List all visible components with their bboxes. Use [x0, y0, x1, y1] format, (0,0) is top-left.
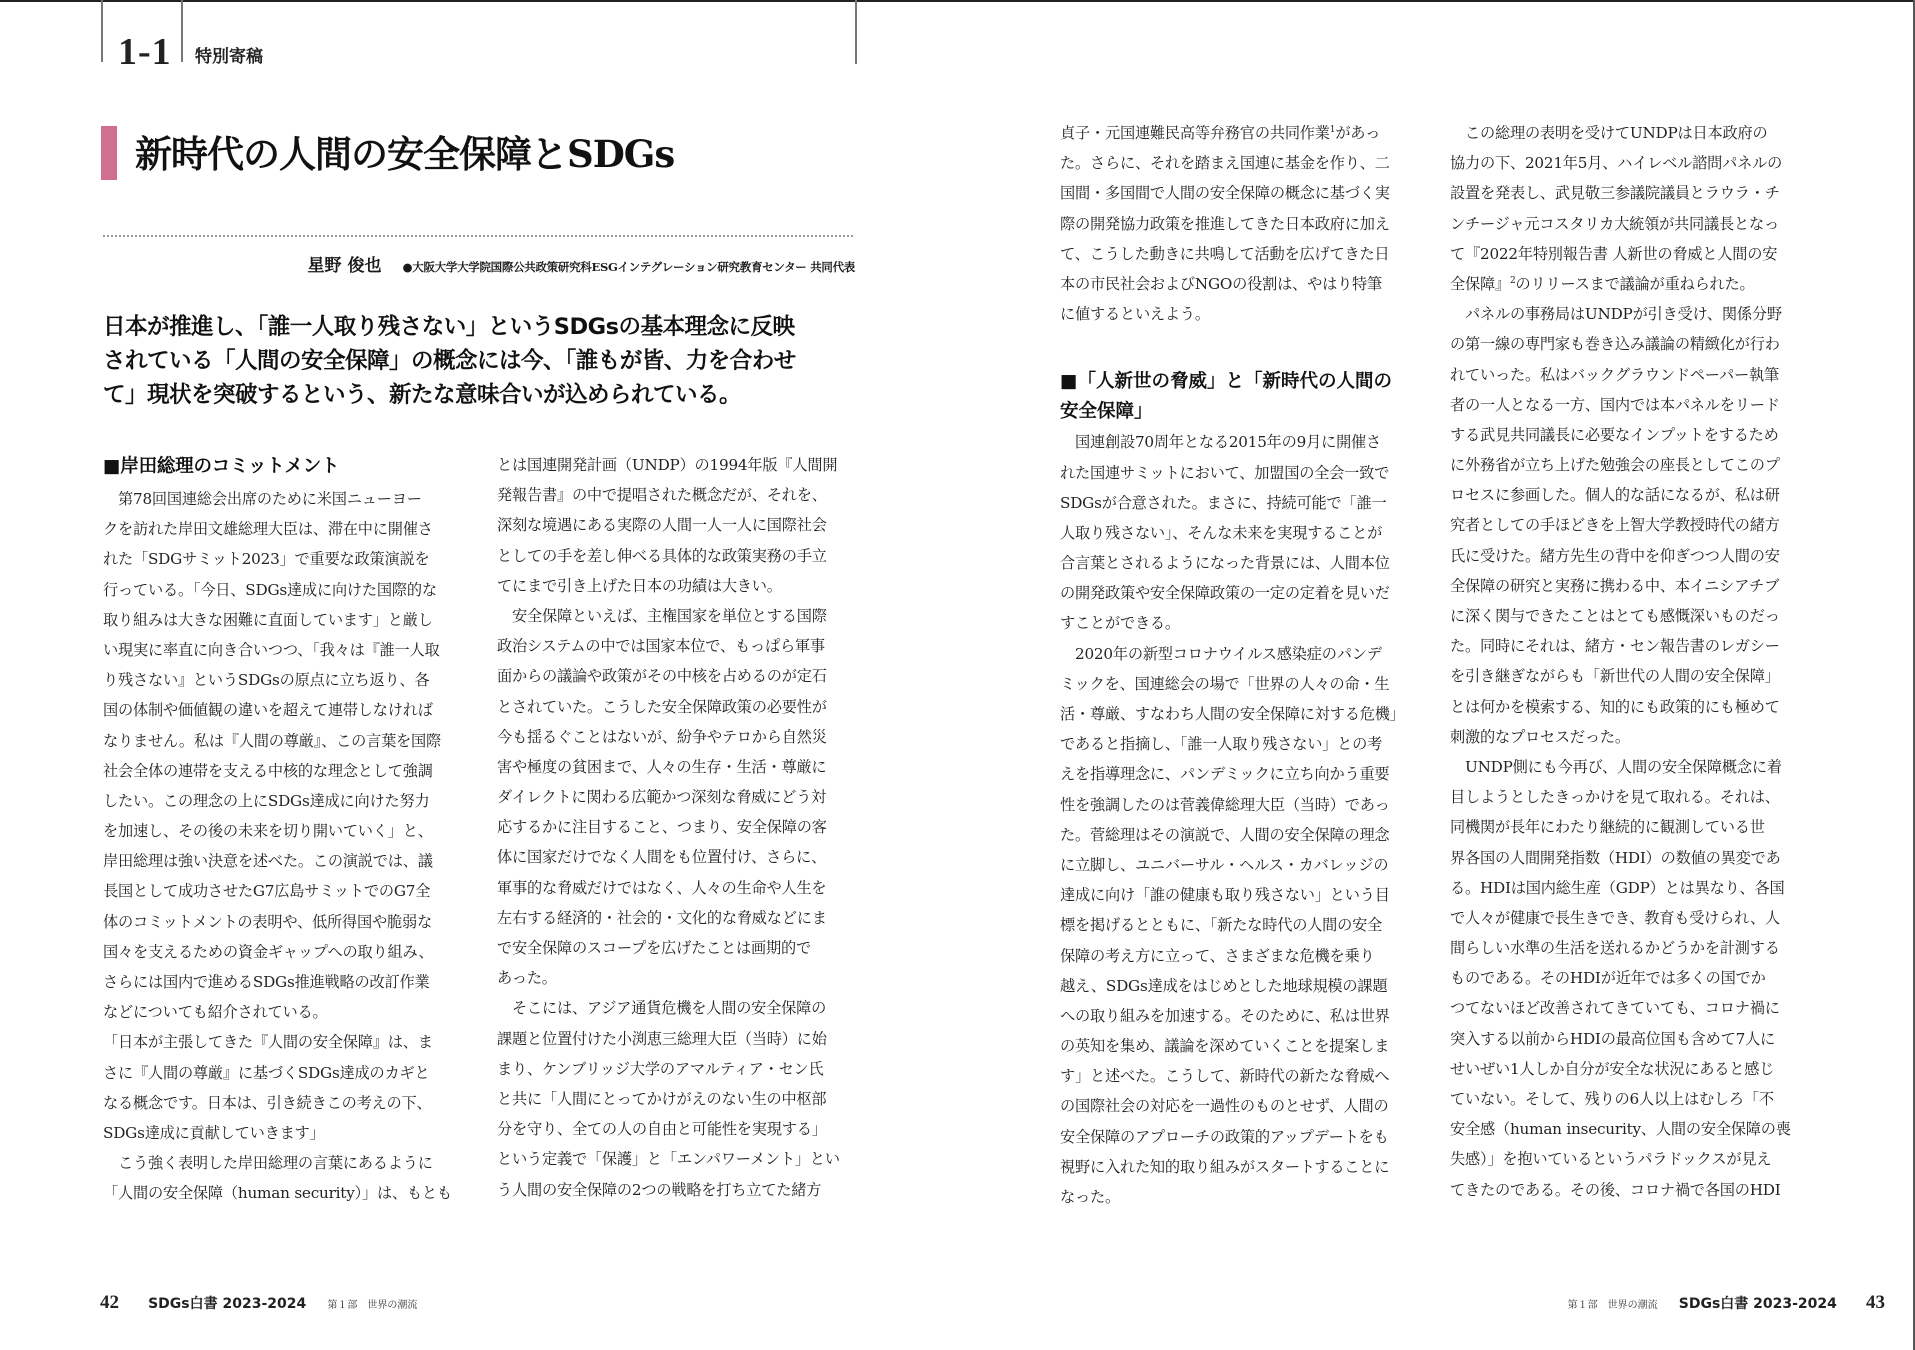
text-line: 合言葉とされるようになった背景には、人間本位 [1060, 554, 1390, 573]
column-3-top-body [1060, 148, 1430, 329]
part-label-right: 第１部 世界の潮流 [1567, 1300, 1658, 1311]
text-line: であると指摘し、「誰一人取り残さない」との考 [1060, 735, 1383, 754]
text-line: 2020年の新型コロナウイルス感染症のパンデ [1060, 644, 1382, 663]
text-line: て、こうした動きに共鳴して活動を広げてきた日 [1060, 244, 1390, 263]
column-4 [1450, 118, 1820, 1205]
text-line: 今も揺るぐことはないが、紛争やテロから自然災 [497, 727, 827, 746]
text-line: てにまで引き上げた日本の功績は大きい。 [497, 576, 782, 595]
text-line: 政治システムの中では国家本位で、もっぱら軍事 [497, 637, 825, 656]
text-line: に深く関与できたことはとても感慨深いものだっ [1450, 607, 1780, 625]
text-line: 突入する以前からHDIの最高位国も含めて7人に [1450, 1029, 1776, 1048]
text-line: 間らしい水準の生活を送れるかどうかを計測する [1450, 939, 1780, 958]
author-affiliation: ●大阪大学大学院国際公共政策研究科ESGインテグレーション研究教育センター 共同代表 [402, 260, 855, 274]
column-4-body [1450, 118, 1820, 269]
text-line: という定義で「保護」と「エンパワーメント」とい [497, 1150, 840, 1169]
article-title: 新時代の人間の安全保障とSDGs [135, 132, 675, 176]
column-4-rest-body [1450, 299, 1820, 1205]
text-line: 越え、SDGs達成をはじめとした地球規模の課題 [1060, 976, 1388, 995]
text-line: あった。 [497, 969, 557, 988]
text-line: 本の市民社会およびNGOの役割は、やはり特筆 [1060, 274, 1383, 293]
text-line: なった。 [1060, 1188, 1120, 1206]
lead-line: されている「人間の安全保障」の概念には今、「誰もが皆、力を合わせ [103, 348, 796, 374]
text-line: 活・尊厳、すなわち人間の安全保障に対する危機」 [1060, 705, 1405, 723]
text-line: したい。この理念の上にSDGs達成に向けた努力 [103, 791, 430, 810]
page-number-right: 43 [1866, 1292, 1885, 1313]
text-line: 面からの議論や政策がその中核を占めるのが定石 [497, 667, 827, 686]
text-line: た。同時にそれは、緒方・セン報告書のレガシー [1450, 637, 1780, 656]
header-rule-divider [181, 0, 183, 62]
text-line: 応するかに注目すること、つまり、安全保障の客 [497, 818, 827, 837]
text-line: 者の一人となる一方、国内では本パネルをリード [1450, 395, 1780, 414]
text-line: を加速し、その後の未来を切り開いていく」と、 [103, 822, 433, 841]
column-3 [1060, 118, 1430, 1212]
lead-line: て」現状を突破するという、新たな意味合いが込められている。 [103, 382, 742, 408]
text-line: す」と述べた。こうして、新時代の新たな脅威へ [1060, 1067, 1390, 1086]
text-line: 体のコミットメントの表明や、低所得国や脆弱な [103, 912, 432, 931]
text-line: る。HDIは国内総生産（GDP）とは異なり、各国 [1450, 878, 1785, 897]
text-line: 国々を支えるための資金ギャップへの取り組み、 [103, 942, 434, 961]
text-line: 刺激的なプロセスだった。 [1450, 727, 1630, 746]
text-line: UNDP側にも今再び、人間の安全保障概念に着 [1450, 757, 1782, 776]
text-line: 達成に向け「誰の健康も取り残さない」という目 [1060, 886, 1390, 905]
footnote-ref-2[interactable]: 2 [1509, 275, 1516, 286]
section-number: 1-1 [118, 31, 172, 73]
text-line: 「人間の安全保障（human security）」は、もとも [103, 1184, 452, 1203]
text-line: い現実に率直に向き合いつつ、「我々は『誰一人取 [103, 640, 440, 659]
text-line: 安全保障といえば、主権国家を単位とする国際 [497, 606, 827, 625]
footnote-ref-1[interactable]: 1 [1329, 124, 1336, 135]
text-line: ダイレクトに関わる広範かつ深刻な脅威にどう対 [497, 788, 827, 807]
text-line: 体に国家だけでなく人間をも位置付け、さらに、 [497, 848, 827, 867]
text-line: 社会全体の連帯を支える中核的な理念として強調 [103, 761, 433, 780]
text-line: 視野に入れた知的取り組みがスタートすることに [1060, 1157, 1390, 1176]
header-rule-left [101, 0, 103, 62]
part-label-left: 第１部 世界の潮流 [327, 1300, 418, 1311]
text-line: て『2022年特別報告書 人新世の脅威と人間の安 [1450, 244, 1778, 263]
text-line: 性を強調したのは菅義偉総理大臣（当時）であっ [1060, 795, 1390, 814]
text-line: で人々が健康で長生きでき、教育も受けられ、人 [1450, 908, 1781, 927]
text-line: などについても紹介されている。 [103, 1003, 328, 1022]
text-line: ていない。そして、残りの6人以上はむしろ「不 [1450, 1090, 1774, 1108]
text-line: 長国として成功させたG7広島サミットでのG7全 [103, 882, 431, 901]
lead-paragraph [103, 310, 863, 412]
text-line: 標を掲げるとともに、「新たな時代の人間の安全 [1060, 916, 1383, 935]
text-line: SDGsが合意された。まさに、持続可能で「誰一 [1060, 493, 1387, 512]
text-line: ミックを、国連総会の場で「世界の人々の命・生 [1060, 674, 1390, 693]
text-line: に外務省が立ち上げた勉強会の座長としてこのプ [1450, 456, 1780, 475]
text-line: 氏に受けた。緒方先生の背中を仰ぎつつ人間の安 [1450, 546, 1780, 565]
top-border [0, 0, 1915, 2]
text-line: れた「SDGサミット2023」で重要な政策演説を [103, 550, 430, 569]
text-line: に値するといえよう。 [1060, 305, 1210, 324]
section-heading-anthropocene: ■「人新世の脅威」と「新時代の人間の 安全保障」 [1060, 371, 1392, 423]
text-line: する武見共同議長に必要なインプットをするため [1450, 425, 1779, 444]
text-line: さらには国内で進めるSDGs推進戦略の改訂作業 [103, 973, 430, 991]
text-line: こう強く表明した岸田総理の言葉にあるように [103, 1154, 433, 1173]
text-line: 際の開発協力政策を推進してきた日本政府に加え [1060, 214, 1390, 233]
text-line: 左右する経済的・社会的・文化的な脅威などにま [497, 908, 827, 927]
text-line: 保障の考え方に立って、さまざまな危機を乗り [1060, 946, 1375, 965]
text-line: 第78回国連総会出席のために米国ニューヨー [103, 490, 422, 508]
text-line: さに『人間の尊厳』に基づくSDGs達成のカギと [103, 1063, 430, 1082]
page-number-left: 42 [100, 1292, 119, 1313]
text-line: た。菅総理はその演説で、人間の安全保障の理念 [1060, 825, 1390, 844]
byline [308, 251, 855, 276]
text-line: 安全感（human insecurity、人間の安全保障の喪 [1450, 1120, 1791, 1139]
text-line: クを訪れた岸田文雄総理大臣は、滞在中に開催さ [103, 520, 433, 539]
text-line: の開発政策や安全保障政策の一定の定着を見いだ [1060, 584, 1390, 603]
text-line: 害や極度の貧困まで、人々の生存・生活・尊厳に [497, 757, 827, 776]
book-title-right: SDGs白書 2023-2024 [1678, 1296, 1837, 1312]
text-line: 協力の下、2021年5月、ハイレベル諮問パネルの [1450, 154, 1783, 173]
author-name: 星野 俊也 [307, 256, 382, 276]
text-line: 課題と位置付けた小渕恵三総理大臣（当時）に始 [497, 1029, 827, 1048]
text-line: 深刻な境遇にある実際の人間一人一人に国際社会 [497, 516, 827, 535]
text-line: 国間・多国間で人間の安全保障の概念に基づく実 [1060, 184, 1390, 203]
text-line: 失感）」を抱いているというパラドックスが見え [1450, 1150, 1772, 1169]
text-line: てきたのである。その後、コロナ禍で各国のHDI [1450, 1180, 1781, 1199]
text-line: ものである。そのHDIが近年では多くの国でか [1450, 969, 1766, 988]
text-line: 発報告書』の中で提唱された概念だが、それを、 [497, 486, 827, 505]
text-line: の英知を集め、議論を深めていくことを提案しま [1060, 1037, 1390, 1056]
text-line: で安全保障のスコープを広げたことは画期的で [497, 939, 811, 957]
text-line: つてないほど改善されてきていても、コロナ禍に [1450, 999, 1780, 1018]
text-line: た。さらに、それを踏まえ国連に基金を作り、二 [1060, 154, 1390, 173]
text-line: なりません。私は『人間の尊厳』、この言葉を国際 [103, 731, 442, 750]
text-line: り残さない』というSDGsの原点に立ち返り、各 [103, 671, 430, 690]
column-2 [497, 450, 867, 1205]
text-line: 全保障の研究と実務に携わる中、本イニシアチブ [1450, 576, 1780, 595]
text-line: とは国連開発計画（UNDP）の1994年版『人間開 [497, 456, 838, 474]
text-line: パネルの事務局はUNDPが引き受け、関係分野 [1450, 305, 1782, 324]
column-1 [103, 450, 473, 1209]
text-line: 岸田総理は強い決意を述べた。この演説では、議 [103, 852, 433, 871]
text-line: ンチージャ元コスタリカ大統領が共同議長となっ [1450, 214, 1779, 233]
text-line: 人取り残さない」、そんな未来を実現することが [1060, 523, 1383, 542]
column-3-body [1060, 427, 1430, 1212]
text-line: う人間の安全保障の2つの戦略を打ち立てた緒方 [497, 1180, 822, 1199]
text-line: 国連創設70周年となる2015年の9月に開催さ [1060, 433, 1382, 452]
title-accent-bar [101, 126, 117, 180]
text-line: の国際社会の対応を一過性のものとせず、人間の [1060, 1097, 1389, 1116]
text-line: 「日本が主張してきた『人間の安全保障』は、ま [103, 1033, 433, 1052]
text-line: 安全保障のアプローチの政策的アップデートをも [1060, 1127, 1389, 1146]
text-line: この総理の表明を受けてUNDPは日本政府の [1450, 124, 1768, 142]
text-line: 貞子・元国連難民高等弁務官の共同作業$^1$があっ [1060, 124, 1381, 142]
section-heading-kishida: ■岸田総理のコミットメント [103, 456, 340, 477]
text-line: えを指導理念に、パンデミックに立ち向かう重要 [1060, 765, 1390, 784]
text-line: なる概念です。日本は、引き続きこの考えの下、 [103, 1093, 432, 1112]
text-line: とされていた。こうした安全保障政策の必要性が [497, 697, 827, 716]
text-line: SDGs達成に貢献していきます」 [103, 1123, 325, 1142]
text-line: 全保障』$^2$のリリースまで議論が重ねられた。 [1450, 274, 1755, 293]
column-1-body [103, 484, 473, 1209]
text-line: まり、ケンブリッジ大学のアマルティア・セン氏 [497, 1059, 824, 1078]
text-line: 取り組みは大きな困難に直面しています」と厳し [103, 610, 433, 629]
text-line: 究者としての手ほどきを上智大学教授時代の緒方 [1450, 516, 1780, 535]
text-line: れていった。私はバックグラウンドペーパー執筆 [1450, 365, 1779, 384]
text-line: せいぜい1人しか自分が安全な状況にあると感じ [1450, 1059, 1775, 1078]
section-label: 特別寄稿 [195, 47, 263, 67]
footer-right [1568, 1292, 1885, 1314]
text-line: ロセスに参画した。個人的な話になるが、私は研 [1450, 486, 1780, 505]
text-line: 目しようとしたきっかけを見て取れる。それは、 [1450, 788, 1780, 807]
text-line: そこには、アジア通貨危機を人間の安全保障の [497, 999, 827, 1018]
text-line: と共に「人間にとってかけがえのない生の中枢部 [497, 1089, 827, 1108]
text-line: とは何かを模索する、知的にも政策的にも極めて [1450, 697, 1780, 716]
text-line: 設置を発表し、武見敬三参議院議員とラウラ・チ [1450, 184, 1780, 203]
text-line: に立脚し、ユニバーサル・ヘルス・カバレッジの [1060, 855, 1389, 874]
dotted-divider [103, 235, 853, 237]
text-line: の第一線の専門家も巻き込み議論の精緻化が行わ [1450, 335, 1780, 354]
text-line: としての手を差し伸べる具体的な政策実務の手立 [497, 546, 827, 565]
header-rule-right [855, 0, 857, 64]
text-line: すことができる。 [1060, 614, 1180, 633]
text-line: への取り組みを加速する。そのために、私は世界 [1060, 1006, 1390, 1025]
text-line: を引き継ぎながらも「新世代の人間の安全保障」 [1450, 667, 1780, 686]
text-line: 国の体制や価値観の違いを超えて連帯しなければ [103, 701, 433, 720]
text-line: 界各国の人間開発指数（HDI）の数値の異変であ [1450, 848, 1781, 867]
text-line: 同機関が長年にわたり継続的に観測している世 [1450, 818, 1765, 837]
text-line: れた国連サミットにおいて、加盟国の全会一致で [1060, 463, 1390, 482]
text-line: 分を守り、全ての人の自由と可能性を実現する」 [497, 1120, 827, 1139]
book-title-left: SDGs白書 2023-2024 [148, 1296, 307, 1312]
text-line: 行っている。「今日、SDGs達成に向けた国際的な [103, 580, 437, 599]
column-2-body [497, 450, 867, 1205]
text-line: 軍事的な脅威だけではなく、人々の生命や人生を [497, 878, 827, 897]
footer-left [100, 1292, 417, 1314]
lead-line: 日本が推進し、「誰一人取り残さない」というSDGsの基本理念に反映 [103, 314, 795, 340]
